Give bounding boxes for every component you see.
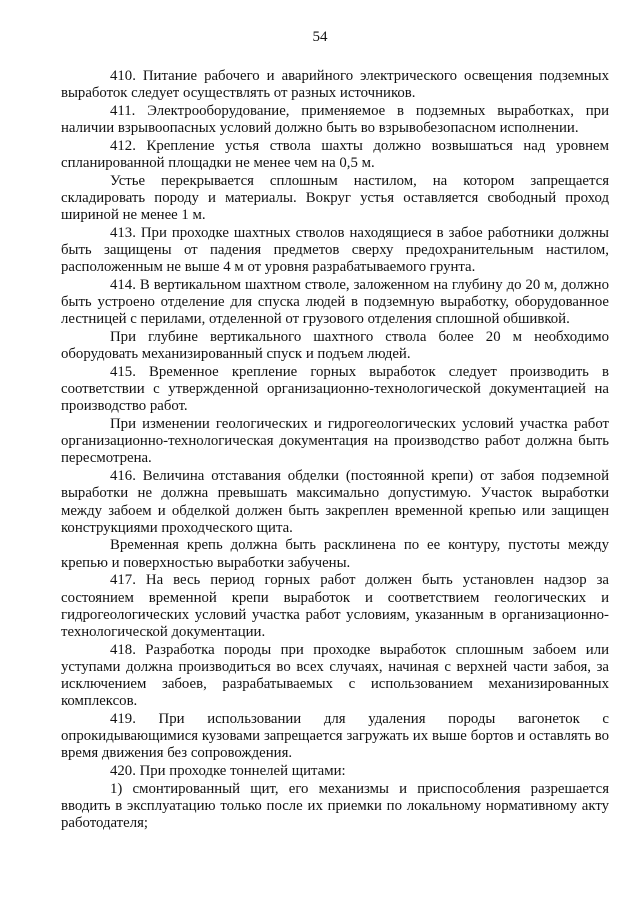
paragraph-419: 419. При использовании для удаления породы вагонеток с опрокидывающимися кузовами запрещается загружать их выше бортов и оставлять во время движения без сопровождения.: [61, 711, 609, 762]
paragraph-416-continued: Временная крепь должна быть расклинена по ее контуру, пустоты между крепью и поверхностью выработки забучены.: [61, 537, 609, 571]
document-body: [61, 68, 609, 832]
paragraph-415: 415. Временное крепление горных выработок следует производить в соответствии с утвержденной организационно-технологической документацией на производство работ.: [61, 363, 609, 415]
paragraph-410: 410. Питание рабочего и аварийного электрического освещения подземных выработок следует осуществлять от разных источников.: [61, 68, 609, 102]
paragraph-417: 417. На весь период горных работ должен быть установлен надзор за состоянием временной крепи выработок и соответствием геологических и гидрогеологических условий участка работ условиям, указанным в организационно-технологической документации.: [61, 572, 609, 640]
paragraph-416: 416. Величина отставания обделки (постоянной крепи) от забоя подземной выработки не должна превышать максимально допустимую. Участок выработки между забоем и обделкой должен быть закреплен временной крепью или защищен конструкциями проходческого щита.: [61, 468, 609, 536]
paragraph-413: 413. При проходке шахтных стволов находящиеся в забое работники должны быть защищены от падения предметов сверху предохранительным настилом, расположенным не выше 4 м от уровня разрабатываемого грунта.: [61, 224, 609, 276]
paragraph-412-continued: Устье перекрывается сплошным настилом, на котором запрещается складировать породу и материалы. Вокруг устья оставляется свободный проход шириной не менее 1 м.: [61, 172, 609, 224]
paragraph-420-item-1: 1) смонтированный щит, его механизмы и приспособления разрешается вводить в эксплуатацию только после их приемки по локальному нормативному акту работодателя;: [61, 780, 609, 832]
paragraph-412: 412. Крепление устья ствола шахты должно возвышаться над уровнем спланированной площадки не менее чем на 0,5 м.: [61, 137, 609, 172]
paragraph-411: 411. Электрооборудование, применяемое в подземных выработках, при наличии взрывоопасных условий должно быть во взрывобезопасном исполнении.: [61, 102, 609, 137]
paragraph-420: 420. При проходке тоннелей щитами:: [110, 763, 346, 780]
paragraph-414: 414. В вертикальном шахтном стволе, заложенном на глубину до 20 м, должно быть устроено отделение для спуска людей в подземную выработку, оборудованное лестницей с перилами, отделенной от грузового отделения сплошной обшивкой.: [61, 276, 609, 328]
page-number: 54: [312, 29, 328, 45]
paragraph-414-continued: При глубине вертикального шахтного ствола более 20 м необходимо оборудовать механизированный спуск и подъем людей.: [61, 329, 609, 363]
paragraph-415-continued: При изменении геологических и гидрогеологических условий участка работ организационно-технологическая документация на производство работ должна быть пересмотрена.: [61, 416, 609, 467]
paragraph-418: 418. Разработка породы при проходке выработок сплошным забоем или уступами должна производиться во всех случаях, начиная с верхней части забоя, за исключением забоев, разрабатываемых с использованием механизированных комплексов.: [61, 641, 609, 710]
